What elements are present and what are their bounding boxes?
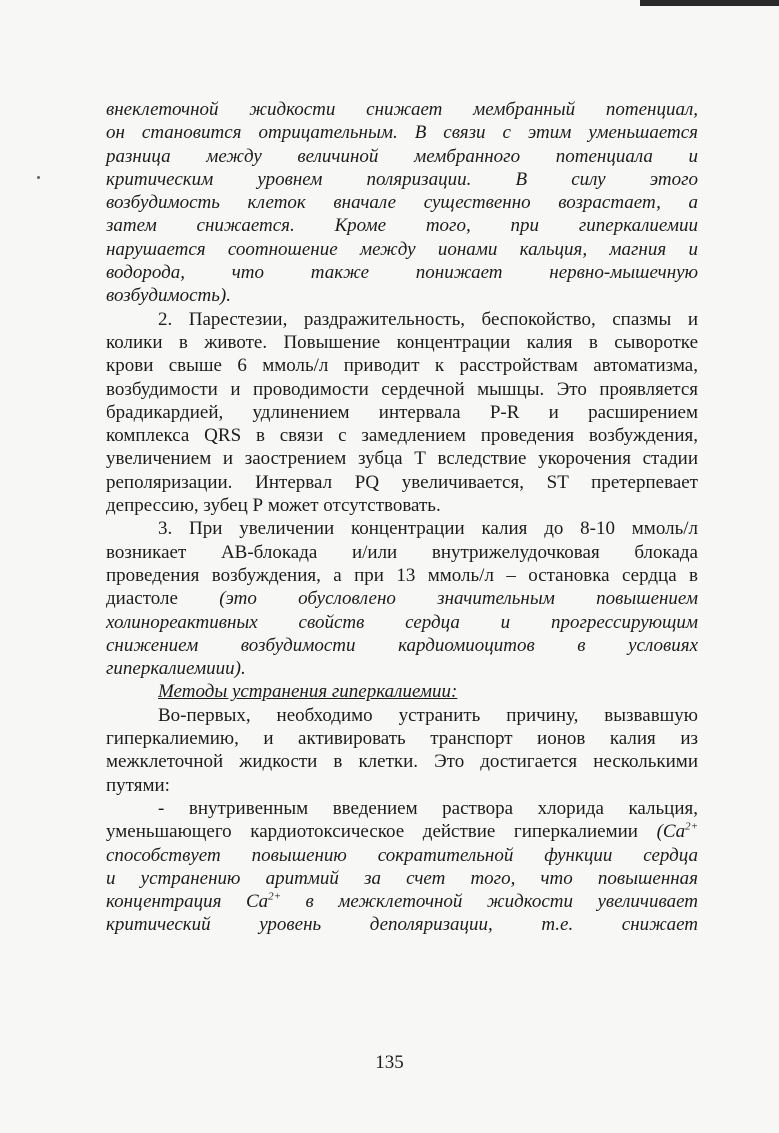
text-line: увеличением и заострением зубца Т вследствие укорочения стадии [106, 448, 698, 470]
text-line: разница между величиной мембранного потенциала и [106, 145, 698, 167]
page-edge-shadow [640, 0, 779, 6]
text-line-concentration [106, 890, 698, 913]
text-line: реполяризации. Интервал PQ увеличивается, ST претерпевает [106, 471, 698, 493]
text-line: Во-первых, необходимо устранить причину, вызвавшую [158, 704, 698, 726]
text-line-ca [106, 820, 698, 843]
text-line: возбудимости и проводимости сердечной мышцы. Это проявляется [106, 378, 698, 400]
text-line: - внутривенным введением раствора хлорида кальция, [158, 797, 698, 819]
text-line: снижением возбудимости кардиомиоцитов в условиях [106, 634, 698, 656]
text-run: уменьшающего кардиотоксическое действие гиперкалиемии [106, 821, 638, 843]
text-line: внеклеточной жидкости снижает мембранный потенциал, [106, 99, 698, 120]
text-run-italic: (это обусловлено значительным повышением [219, 588, 699, 610]
superscript: 2+ [268, 890, 282, 903]
section-heading: Методы устранения гиперкалиемии: [158, 681, 458, 703]
text-line: критический уровень деполяризации, т.е. снижает [106, 914, 698, 936]
page-number: 135 [375, 1052, 404, 1073]
text-run-italic [657, 821, 698, 842]
text-line: нарушается соотношение между ионами кальция, магния и [106, 238, 698, 260]
text-line: проведения возбуждения, а при 13 ммоль/л – остановка сердца в [106, 564, 698, 586]
text-line: водорода, что также понижает нервно-мышечную [106, 262, 698, 284]
text-line: критическим уровнем поляризации. В силу этого [106, 168, 698, 190]
text-run: в межклеточной жидкости увеличивает [281, 891, 698, 913]
document-body [106, 98, 698, 937]
text-line: возбудимость клеток вначале существенно возрастает, а [106, 192, 698, 214]
text-line: брадикардией, удлинением интервала P-R и расширением [106, 401, 698, 423]
ca-symbol: (Ca [656, 821, 686, 843]
text-line: путями: [106, 774, 170, 796]
paragraph-group-1 [106, 98, 698, 587]
text-line: колики в животе. Повышение концентрации калия в сыворотке [106, 331, 698, 353]
text-line: затем снижается. Кроме того, при гиперкалиемии [106, 215, 698, 237]
superscript: 2+ [685, 820, 698, 833]
text-line: гиперкалиемию, и активировать транспорт ионов калия из [106, 728, 698, 750]
text-line: депрессию, зубец Р может отсутствовать. [106, 495, 441, 517]
text-line: 3. При увеличении концентрации калия до 8-10 ммоль/л [158, 518, 698, 540]
paragraph-group-2 [106, 611, 698, 681]
text-line: способствует повышению сократительной функции сердца [106, 844, 698, 866]
text-line: и устранению аритмий за счет того, что повышенная [106, 867, 698, 889]
text-line: крови свыше 6 ммоль/л приводит к расстройствам автоматизма, [106, 355, 698, 377]
text-line: холинореактивных свойств сердца и прогрессирующим [106, 611, 698, 633]
text-line: возбудимость). [106, 285, 231, 307]
text-line: он становится отрицательным. В связи с этим уменьшается [106, 122, 698, 144]
paragraph-group-3 [106, 704, 698, 820]
scan-speck [37, 176, 40, 179]
paragraph-group-4 [106, 844, 698, 891]
text-line: межклеточной жидкости в клетки. Это достигается несколькими [106, 751, 698, 773]
text-run: диастоле [106, 588, 178, 610]
text-line: комплекса QRS в связи с замедлением проведения возбуждения, [106, 425, 698, 447]
text-line: 2. Парестезии, раздражительность, беспокойство, спазмы и [158, 308, 698, 330]
text-line: гиперкалиемиии). [106, 658, 246, 680]
section-heading-line [106, 680, 698, 703]
text-line: возникает АВ-блокада и/или внутрижелудочковая блокада [106, 541, 698, 563]
text-run: концентрация Ca [106, 891, 269, 913]
text-line-diastole [106, 587, 698, 610]
paragraph-group-5 [106, 913, 698, 936]
